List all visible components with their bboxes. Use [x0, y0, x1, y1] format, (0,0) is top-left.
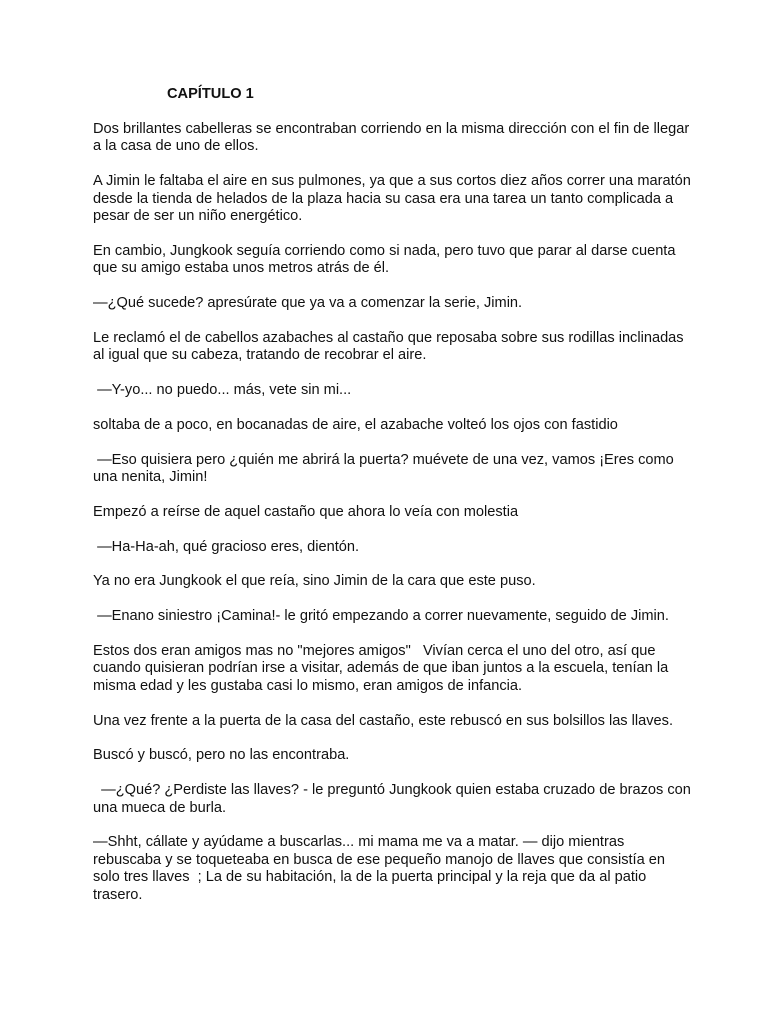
- dialogue-paragraph: —Ha-Ha-ah, qué gracioso eres, dientón.: [93, 538, 360, 555]
- paragraph: A Jimin le faltaba el aire en sus pulmones, ya que a sus cortos diez años correr una maratón desde la tienda de helados de la plaza hacia su casa era una tarea un tanto complicada a pesar de ser un niño energético.: [93, 173, 691, 225]
- dialogue-paragraph: —¿Qué sucede? apresúrate que ya va a comenzar la serie, Jimin.: [93, 295, 523, 312]
- dialogue-paragraph: —¿Qué? ¿Perdiste las llaves? - le preguntó Jungkook quien estaba cruzado de brazos con una mueca de burla.: [93, 782, 691, 816]
- dialogue-paragraph: —Y-yo... no puedo... más, vete sin mi...: [93, 382, 352, 399]
- dialogue-paragraph: —Eso quisiera pero ¿quién me abrirá la puerta? muévete de una vez, vamos ¡Eres como una nenita, Jimin!: [93, 451, 674, 486]
- paragraph: Una vez frente a la puerta de la casa del castaño, este rebuscó en sus bolsillos las llaves.: [93, 712, 674, 729]
- chapter-title: CAPÍTULO 1: [167, 86, 254, 102]
- paragraph: Le reclamó el de cabellos azabaches al castaño que reposaba sobre sus rodillas inclinadas al igual que su cabeza, tratando de recobrar el aire.: [93, 329, 684, 364]
- document-body: [93, 121, 693, 921]
- paragraph: soltaba de a poco, en bocanadas de aire, el azabache volteó los ojos con fastidio: [93, 416, 618, 433]
- dialogue-paragraph: —Shht, cállate y ayúdame a buscarlas... mi mama me va a matar. — dijo mientras rebuscaba y se toqueteaba en busca de ese pequeño manojo de llaves que consistía en solo tres llaves ; La de su habitación, la de la puerta principal y la reja que da al patio trasero.: [93, 834, 665, 903]
- paragraph: Dos brillantes cabelleras se encontraban corriendo en la misma dirección con el fin de llegar a la casa de uno de ellos.: [93, 121, 690, 155]
- paragraph: Estos dos eran amigos mas no "mejores amigos" Vivían cerca el uno del otro, así que cuando quisieran podrían irse a visitar, además de que iban juntos a la escuela, tenían la misma edad y les gustaba casi lo mismo, eran amigos de infancia.: [93, 643, 669, 694]
- paragraph: Empezó a reírse de aquel castaño que ahora lo veía con molestia: [93, 503, 519, 520]
- paragraph: Buscó y buscó, pero no las encontraba.: [93, 747, 350, 764]
- paragraph: Ya no era Jungkook el que reía, sino Jimin de la cara que este puso.: [93, 573, 536, 590]
- dialogue-paragraph: —Enano siniestro ¡Camina!- le gritó empezando a correr nuevamente, seguido de Jimin.: [93, 608, 669, 625]
- paragraph: En cambio, Jungkook seguía corriendo como si nada, pero tuvo que parar al darse cuenta que su amigo estaba unos metros atrás de él.: [93, 242, 676, 277]
